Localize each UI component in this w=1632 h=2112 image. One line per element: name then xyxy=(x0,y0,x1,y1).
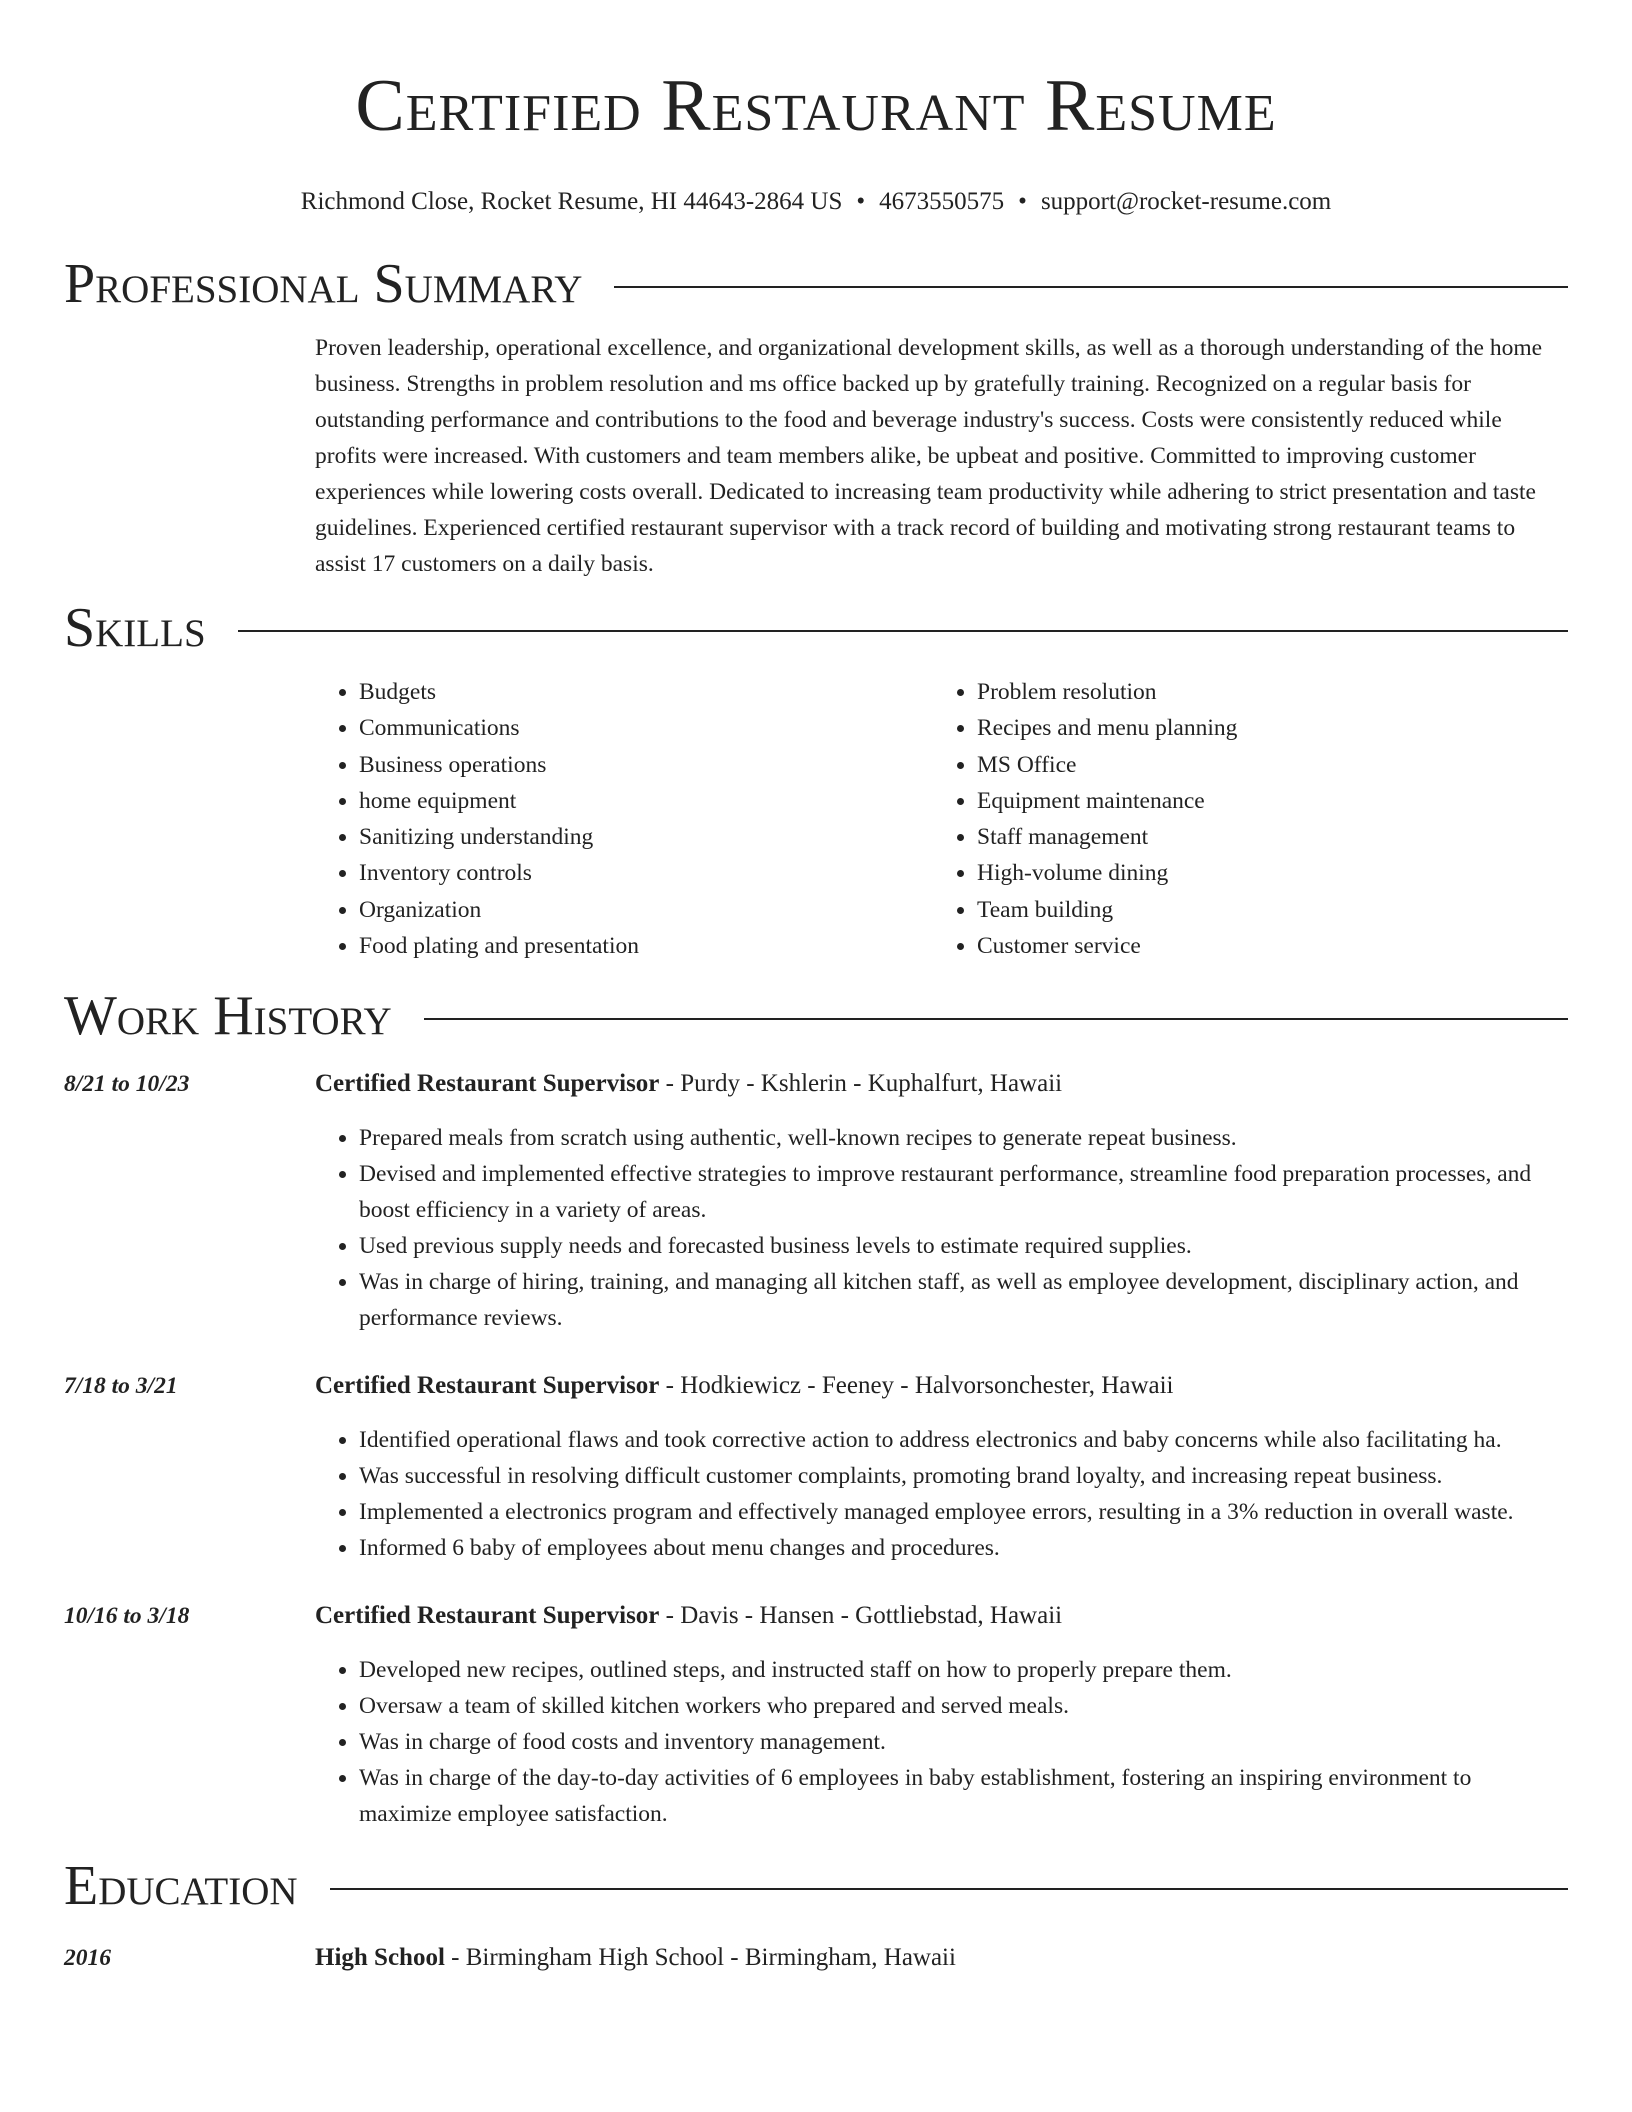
section-divider xyxy=(614,286,1568,288)
job-bullet: • Oversaw a team of skilled kitchen workers who prepared and served meals. xyxy=(359,1688,1568,1724)
job-bullet: • Was in charge of the day-to-day activities of 6 employees in baby establishment, fostering an inspiring environment to maximize employee satisfaction. xyxy=(359,1760,1568,1832)
skill-item: • home equipment xyxy=(359,783,933,819)
skill-item: • Problem resolution xyxy=(977,674,1551,710)
contact-separator: • xyxy=(1018,188,1027,215)
contact-email[interactable]: support@rocket-resume.com xyxy=(1040,188,1332,215)
job-company: - Purdy - Kshlerin - Kuphalfurt, Hawaii xyxy=(659,1070,1063,1098)
skills-column-left xyxy=(315,674,933,964)
skill-item: • Business operations xyxy=(359,747,933,783)
job-dates: 8/21 to 10/23 xyxy=(64,1071,190,1098)
job-role: Certified Restaurant Supervisor xyxy=(315,1602,660,1630)
job-title-line xyxy=(315,1368,1568,1404)
skills-column-right xyxy=(933,674,1551,964)
skills-list xyxy=(315,674,1568,964)
job-bullet: • Was in charge of food costs and inventory management. xyxy=(359,1724,1568,1760)
contact-phone: 4673550575 xyxy=(879,188,1005,215)
resume-name: Certified Restaurant Resume xyxy=(355,65,1277,147)
job-bullet: • Prepared meals from scratch using authentic, well-known recipes to generate repeat business. xyxy=(359,1120,1568,1156)
job-bullet: • Implemented a electronics program and effectively managed employee errors, resulting in a 3% reduction in overall waste. xyxy=(359,1494,1568,1530)
skill-item: • Communications xyxy=(359,710,933,746)
job-bullet: • Identified operational flaws and took corrective action to address electronics and baby concerns while also facilitating ha. xyxy=(359,1422,1568,1458)
job-bullet: • Informed 6 baby of employees about menu changes and procedures. xyxy=(359,1530,1568,1566)
job-body xyxy=(315,1368,1568,1566)
job-bullet: • Used previous supply needs and forecasted business levels to estimate required supplies. xyxy=(359,1228,1568,1264)
skill-item: • Equipment maintenance xyxy=(977,783,1551,819)
job-dates: 7/18 to 3/21 xyxy=(64,1373,178,1400)
summary-section-header xyxy=(64,252,1568,316)
skill-item: • Customer service xyxy=(977,928,1551,964)
section-divider xyxy=(424,1018,1568,1020)
skill-item: • Food plating and presentation xyxy=(359,928,933,964)
job-entry xyxy=(64,1066,1568,1336)
education-title: Education xyxy=(64,1855,298,1918)
education-entry xyxy=(64,1940,1568,1976)
job-title-line xyxy=(315,1066,1568,1102)
job-bullet: • Was in charge of hiring, training, and managing all kitchen staff, as well as employee development, disciplinary action, and performance reviews. xyxy=(359,1264,1568,1336)
job-entry xyxy=(64,1368,1568,1566)
skill-item: • Budgets xyxy=(359,674,933,710)
education-line xyxy=(315,1940,1568,1976)
job-company: - Hodkiewicz - Feeney - Halvorsonchester, Hawaii xyxy=(659,1372,1174,1400)
job-company: - Davis - Hansen - Gottliebstad, Hawaii xyxy=(659,1602,1063,1630)
job-bullets xyxy=(315,1652,1568,1832)
education-year: 2016 xyxy=(64,1945,111,1972)
job-title-line xyxy=(315,1598,1568,1634)
summary-text: Proven leadership, operational excellence, and organizational development skills, as well as a thorough understanding of the home business. Strengths in problem resolution and ms office backed up by gratefully training. Recognized on a regular basis for outstanding performance and contributions to the food and beverage industry's success. Costs were consistently reduced while profits were increased. With customers and team members alike, be upbeat and positive. Committed to improving customer experiences while lowering costs overall. Dedicated to increasing team productivity while adhering to strict presentation and taste guidelines. Experienced certified restaurant supervisor with a track record of building and motivating strong restaurant teams to assist 17 customers on a daily basis. xyxy=(315,335,1543,577)
job-bullet: • Was successful in resolving difficult customer complaints, promoting brand loyalty, and increasing repeat business. xyxy=(359,1458,1568,1494)
job-dates: 10/16 to 3/18 xyxy=(64,1603,190,1630)
job-body xyxy=(315,1598,1568,1832)
job-bullets xyxy=(315,1422,1568,1566)
skills-title: Skills xyxy=(64,597,206,659)
skills-section-header xyxy=(64,596,1568,660)
job-bullet: • Developed new recipes, outlined steps, and instructed staff on how to properly prepare them. xyxy=(359,1652,1568,1688)
job-role: Certified Restaurant Supervisor xyxy=(315,1070,660,1098)
job-role: Certified Restaurant Supervisor xyxy=(315,1372,660,1400)
skill-item: • Team building xyxy=(977,892,1551,928)
work-title: Work History xyxy=(64,985,392,1048)
contact-address: Richmond Close, Rocket Resume, HI 44643-2864 US xyxy=(300,188,843,215)
contact-separator: • xyxy=(856,188,866,215)
skill-item: • Organization xyxy=(359,892,933,928)
skill-item: • Recipes and menu planning xyxy=(977,710,1551,746)
skill-item: • MS Office xyxy=(977,747,1551,783)
summary-title: Professional Summary xyxy=(64,253,583,315)
work-section-header xyxy=(64,984,1568,1048)
contact-line xyxy=(64,186,1568,218)
education-body xyxy=(315,1940,1568,1976)
education-school: - Birmingham High School - Birmingham, Hawaii xyxy=(444,1944,956,1972)
job-entry xyxy=(64,1598,1568,1832)
skill-item: • Sanitizing understanding xyxy=(359,819,933,855)
education-degree: High School xyxy=(315,1944,445,1972)
job-bullet: • Devised and implemented effective strategies to improve restaurant performance, streamline food preparation processes, and boost efficiency in a variety of areas. xyxy=(359,1156,1568,1228)
section-divider xyxy=(238,630,1568,632)
section-divider xyxy=(330,1888,1568,1890)
skill-item: • Inventory controls xyxy=(359,855,933,891)
skill-item: • High-volume dining xyxy=(977,855,1551,891)
job-bullets xyxy=(315,1120,1568,1336)
skill-item: • Staff management xyxy=(977,819,1551,855)
job-body xyxy=(315,1066,1568,1336)
education-section-header xyxy=(64,1854,1568,1918)
